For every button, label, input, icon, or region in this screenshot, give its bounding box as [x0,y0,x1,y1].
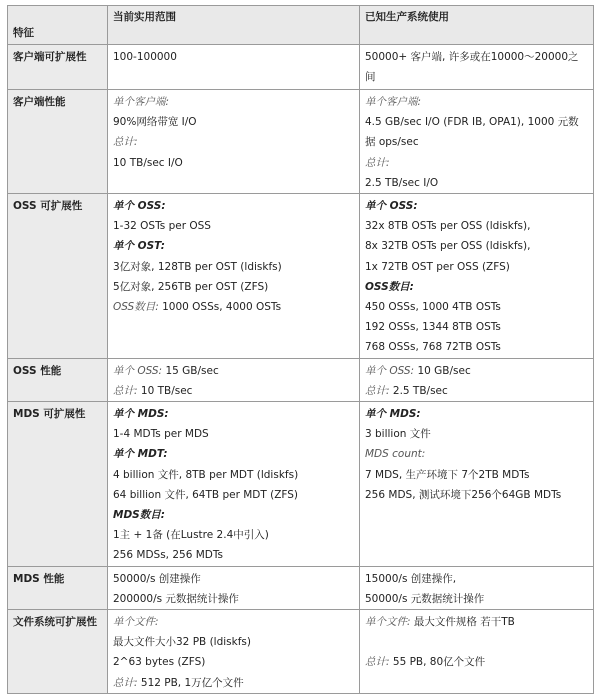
cell-line: 8x 32TB OSTs per OSS (ldiskfs), [365,240,531,253]
cell-line: 2^63 bytes (ZFS) [113,656,206,669]
cell-line: 7 MDS, 生产环境下 7个2TB MDTs [365,468,530,481]
table-row [8,566,594,609]
cell-line: 10 GB/sec [417,364,471,377]
cell-line: 3 billion 文件 [365,428,431,441]
row-current [108,45,360,90]
cell-label: 总计: [365,156,390,169]
table-row [8,45,594,90]
cell-label: 总计: [365,384,390,397]
lustre-spec-table [7,5,594,694]
row-production [360,90,594,194]
row-feature: OSS 可扩展性 [8,194,108,359]
cell-line: 4 billion 文件, 8TB per MDT (ldiskfs) [113,468,299,481]
cell-label: 单个客户端: [113,96,170,108]
cell-line: 1-4 MDTs per MDS [113,428,209,441]
table-row [8,194,594,359]
cell-line: 450 OSSs, 1000 4TB OSTs [365,301,501,314]
row-production [360,194,594,359]
row-current [108,566,360,609]
cell-line: 50000+ 客户端, 许多或在10000～20000之间 [365,51,579,84]
header-current: 当前实用范围 [108,6,360,45]
table-row [8,402,594,567]
cell-line: 192 OSSs, 1344 8TB OSTs [365,321,501,334]
cell-label: OSS数目: [113,301,159,314]
cell-label: OSS数目: [365,280,414,293]
cell-line: 55 PB, 80亿个文件 [392,656,486,669]
cell-line: 256 MDSs, 256 MDTs [113,549,224,562]
cell-line: 15 GB/sec [165,364,219,377]
cell-line: 32x 8TB OSTs per OSS (ldiskfs), [365,220,531,233]
cell-line: 200000/s 元数据统计操作 [113,592,239,605]
cell-line: 100-100000 [113,51,177,63]
cell-line: 10 TB/sec I/O [113,156,183,169]
cell-line: 4.5 GB/sec I/O (FDR IB, OPA1), 1000 元数据 ops/sec [365,116,579,149]
row-production [360,566,594,609]
header-feature: 特征 [8,6,108,45]
row-feature: MDS 可扩展性 [8,402,108,567]
cell-line: 512 PB, 1万亿个文件 [140,676,244,689]
cell-label: MDS count: [365,448,426,461]
cell-label: 单个文件: [113,616,159,629]
cell-line: 15000/s 创建操作, [365,572,457,585]
cell-label: 单个 MDT: [113,448,168,461]
cell-line: 50000/s 元数据统计操作 [365,592,485,605]
cell-line: 3亿对象, 128TB per OST (ldiskfs) [113,260,282,273]
cell-line: 90%网络带宽 I/O [113,116,197,129]
cell-line: 256 MDS, 测试环境下256个64GB MDTs [365,488,562,501]
header-row [8,6,594,45]
cell-label: MDS数目: [113,509,165,522]
row-feature: 客户端性能 [8,90,108,194]
cell-label: 单个 OST: [113,240,165,253]
cell-label: 总计: [113,136,138,149]
cell-label: 总计: [365,656,390,669]
cell-label: 单个 OSS: [113,364,163,377]
row-current [108,402,360,567]
row-production [360,358,594,401]
cell-line: 1000 OSSs, 4000 OSTs [162,301,282,314]
cell-label: 单个文件: [365,616,411,629]
cell-line: 最大文件规格 若干TB [413,616,515,629]
cell-label: 总计: [113,676,138,689]
cell-line: 768 OSSs, 768 72TB OSTs [365,341,501,354]
cell-label: 单个 MDS: [113,408,169,421]
cell-line: 2.5 TB/sec I/O [365,176,439,189]
cell-line: 1-32 OSTs per OSS [113,220,211,233]
row-feature: MDS 性能 [8,566,108,609]
cell-line: 1主 + 1备 (在Lustre 2.4中引入) [113,529,269,542]
cell-line: 5亿对象, 256TB per OST (ZFS) [113,280,269,293]
cell-line: 2.5 TB/sec [392,384,448,397]
row-production [360,45,594,90]
cell-line: 50000/s 创建操作 [113,572,201,585]
row-current [108,358,360,401]
cell-label: 单个 OSS: [365,364,415,377]
row-current [108,194,360,359]
row-feature: 文件系统可扩展性 [8,610,108,694]
cell-label: 单个 OSS: [113,200,166,213]
row-feature: OSS 性能 [8,358,108,401]
cell-line: 10 TB/sec [140,384,193,397]
cell-label: 单个 MDS: [365,408,421,421]
table-row [8,90,594,194]
cell-line: 64 billion 文件, 64TB per MDT (ZFS) [113,488,299,501]
row-production [360,402,594,567]
header-production: 已知生产系统使用 [360,6,594,45]
cell-line: 最大文件大小32 PB (ldiskfs) [113,636,251,649]
row-current [108,90,360,194]
cell-label: 单个 OSS: [365,200,418,213]
cell-label: 单个客户端: [365,96,422,108]
row-feature: 客户端可扩展性 [8,45,108,90]
table-row [8,358,594,401]
cell-label: 总计: [113,384,138,397]
cell-line: 1x 72TB OST per OSS (ZFS) [365,260,510,273]
